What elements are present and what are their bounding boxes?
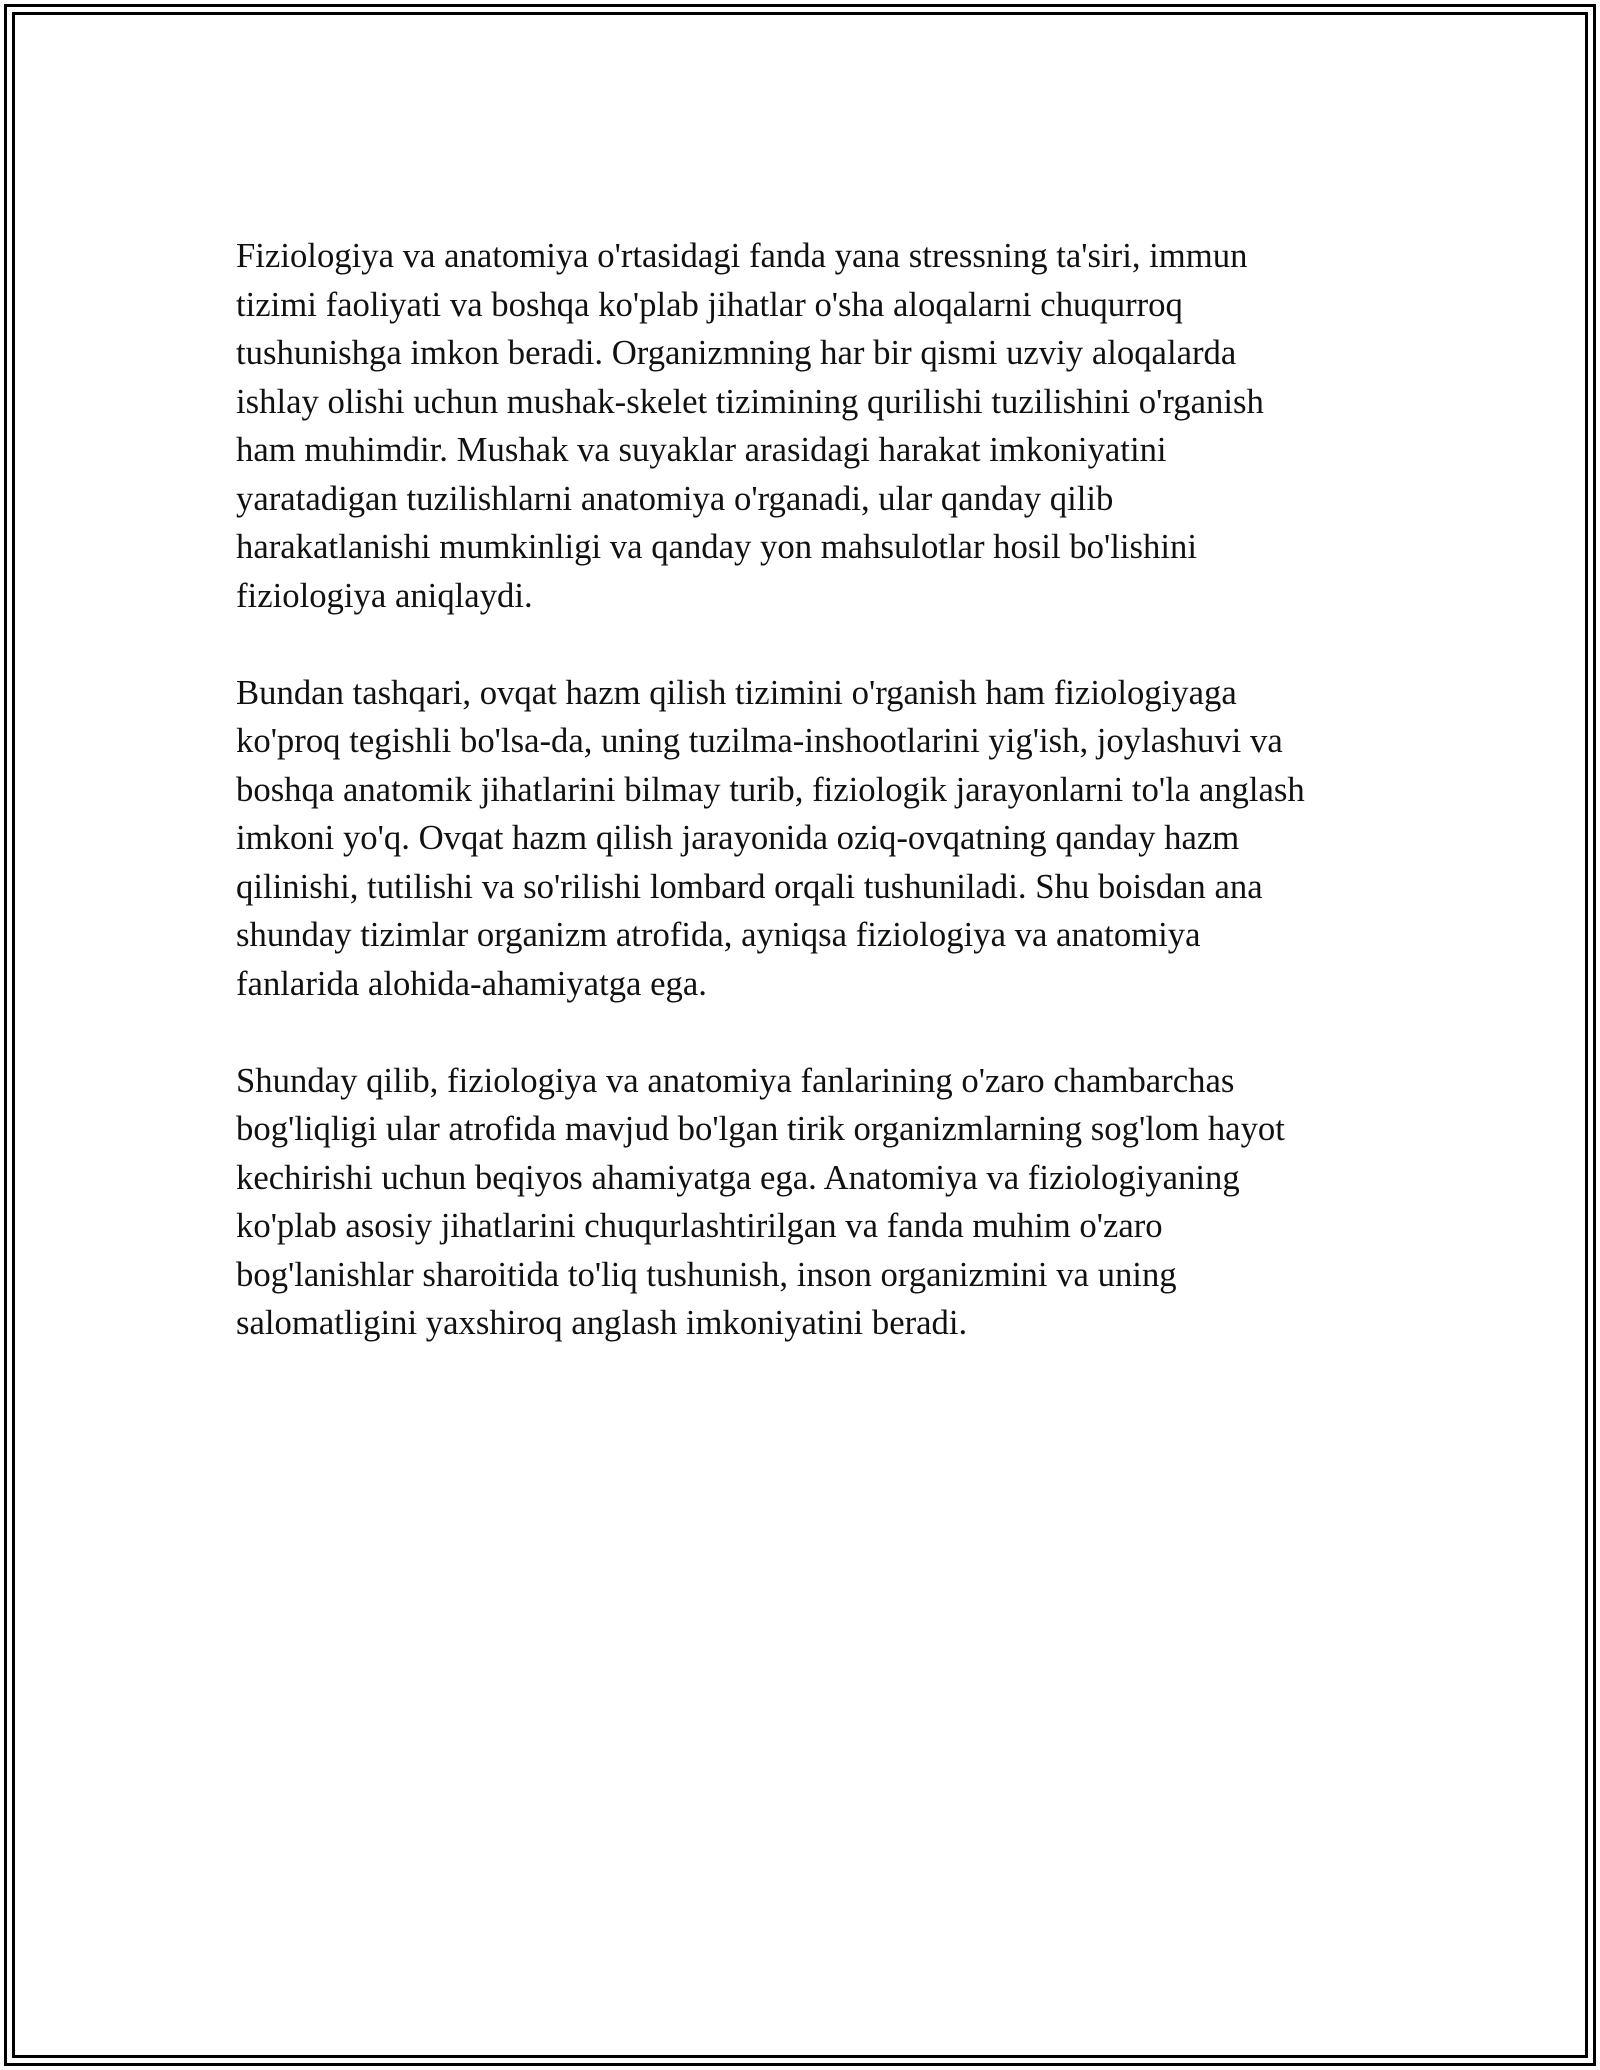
paragraph-3	[236, 1057, 1376, 1348]
paragraph-1	[236, 232, 1376, 620]
text-line: ko'plab asosiy jihatlarini chuqurlashtirilgan va fanda muhim o'zaro	[236, 1206, 1163, 1245]
text-line: imkoni yo'q. Ovqat hazm qilish jarayonida oziq-ovqatning qanday hazm	[236, 818, 1240, 857]
text-line: kechirishi uchun beqiyos ahamiyatga ega. Anatomiya va fiziologiyaning	[236, 1157, 1240, 1197]
text-line: salomatligini yaxshiroq anglash imkoniyatini beradi.	[236, 1303, 968, 1342]
text-line: fanlarida alohida-ahamiyatga ega.	[236, 963, 707, 1003]
text-line: bog'liqligi ular atrofida mavjud bo'lgan tirik organizmlarning sog'lom hayot	[236, 1109, 1285, 1148]
text-line: boshqa anatomik jihatlarini bilmay turib, fiziologik jarayonlarni to'la anglash	[236, 769, 1305, 809]
text-line: tizimi faoliyati va boshqa ko'plab jihatlar o'sha aloqalarni chuqurroq	[236, 284, 1183, 324]
text-line: ishlay olishi uchun mushak-skelet tizimining qurilishi tuzilishini o'rganish	[236, 381, 1264, 421]
document-body	[236, 232, 1376, 1396]
text-line: shunday tizimlar organizm atrofida, ayniqsa fiziologiya va anatomiya	[236, 915, 1201, 954]
text-line: fiziologiya aniqlaydi.	[236, 575, 533, 615]
text-line: bog'lanishlar sharoitida to'liq tushunish, inson organizmini va uning	[236, 1254, 1177, 1294]
text-line: ko'proq tegishli bo'lsa-da, uning tuzilma-inshootlarini yig'ish, joylashuvi va	[236, 721, 1283, 760]
text-line: ham muhimdir. Mushak va suyaklar arasidagi harakat imkoniyatini	[236, 430, 1167, 469]
text-line: yaratadigan tuzilishlarni anatomiya o'rganadi, ular qanday qilib	[236, 478, 1114, 518]
text-line: Fiziologiya va anatomiya o'rtasidagi fanda yana stressning ta'siri, immun	[236, 236, 1248, 275]
text-line: Bundan tashqari, ovqat hazm qilish tizimini o'rganish ham fiziologiyaga	[236, 672, 1237, 712]
text-line: qilinishi, tutilishi va so'rilishi lombard orqali tushuniladi. Shu boisdan ana	[236, 866, 1263, 906]
text-line: Shunday qilib, fiziologiya va anatomiya fanlarining o'zaro chambarchas	[236, 1060, 1235, 1100]
text-line: tushunishga imkon beradi. Organizmning har bir qismi uzviy aloqalarda	[236, 333, 1237, 372]
text-line: harakatlanishi mumkinligi va qanday yon mahsulotlar hosil bo'lishini	[236, 527, 1197, 566]
paragraph-2	[236, 669, 1376, 1009]
